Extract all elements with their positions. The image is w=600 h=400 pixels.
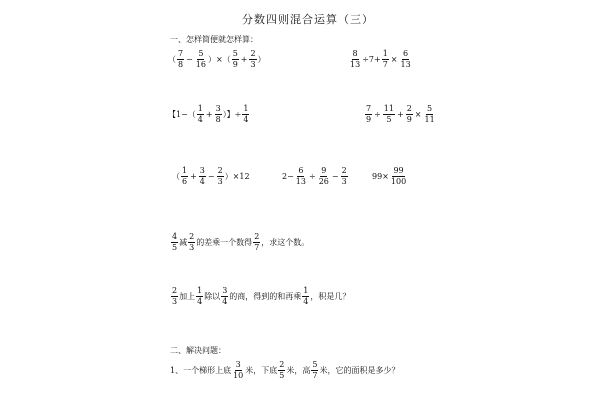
fraction: [197, 105, 204, 125]
fraction: [171, 233, 178, 253]
lead-term: 99×: [372, 171, 389, 181]
fraction: [406, 105, 413, 125]
operator: ×: [390, 54, 398, 64]
fraction: [195, 50, 207, 70]
numerator: 2: [171, 287, 178, 297]
bracket: ）】÷: [222, 109, 242, 119]
denominator: 10: [233, 371, 244, 381]
problem-3: [168, 105, 250, 125]
text: 的差乘一个数得: [196, 237, 253, 247]
denominator: 5: [279, 371, 285, 381]
numerator: 1: [382, 50, 389, 60]
text: 米，高: [286, 365, 311, 375]
numerator: 5: [232, 50, 239, 60]
page-title: 分数四则混合运算（三）: [242, 13, 374, 26]
problem-5: [172, 167, 250, 187]
numerator: 8: [352, 50, 359, 60]
operator: +: [190, 171, 197, 181]
denominator: 3: [250, 60, 256, 70]
lead-term: 2−: [282, 171, 294, 181]
operator: ）×（: [207, 54, 231, 64]
fraction: [318, 167, 330, 187]
denominator: 26: [318, 177, 329, 187]
numerator: 2: [188, 233, 195, 243]
numerator: 2: [249, 50, 256, 60]
denominator: 6: [182, 177, 188, 187]
problem-6: [282, 167, 349, 187]
problem-1: [168, 50, 266, 70]
fraction: [217, 167, 224, 187]
numerator: 9: [320, 167, 327, 177]
denominator: 9: [406, 115, 412, 125]
denominator: 8: [215, 115, 221, 125]
fraction: [232, 50, 239, 70]
denominator: 3: [172, 297, 178, 307]
numerator: 1: [196, 287, 203, 297]
operator: +: [240, 54, 248, 64]
operator: ×: [414, 109, 422, 119]
paren: （: [172, 171, 180, 181]
fraction: [383, 105, 395, 125]
denominator: 16: [195, 60, 206, 70]
text: 米，下底: [245, 365, 278, 375]
numerator: 1: [197, 105, 204, 115]
fraction: [181, 167, 188, 187]
numerator: 1: [181, 167, 188, 177]
text: 1、一个梯形上底: [170, 365, 232, 375]
operator: ÷: [308, 171, 316, 181]
text: 加上: [179, 291, 196, 301]
fraction: [341, 167, 348, 187]
denominator: 13: [295, 177, 306, 187]
denominator: 13: [400, 60, 411, 70]
text: 减: [179, 237, 188, 247]
fraction: [232, 361, 244, 381]
fraction: [295, 167, 307, 187]
word-problem-1: [170, 233, 309, 253]
fraction: [278, 361, 285, 381]
operator: ÷: [374, 109, 381, 119]
denominator: 4: [199, 177, 205, 187]
operator: −: [186, 54, 193, 64]
numerator: 6: [297, 167, 304, 177]
denominator: 4: [243, 115, 249, 125]
denominator: 3: [341, 177, 347, 187]
fraction: [199, 167, 206, 187]
numerator: 2: [253, 233, 260, 243]
operator: +: [205, 109, 213, 119]
fraction: [253, 233, 260, 253]
numerator: 5: [426, 105, 433, 115]
denominator: 3: [189, 243, 195, 253]
denominator: 9: [366, 115, 372, 125]
numerator: 4: [171, 233, 178, 243]
fraction: [311, 361, 318, 381]
operator: −: [207, 171, 215, 181]
denominator: 7: [312, 371, 318, 381]
denominator: 9: [232, 60, 238, 70]
problem-4: [364, 105, 437, 125]
numerator: 7: [177, 50, 184, 60]
fraction: [188, 233, 195, 253]
bracket: 【1−（: [168, 109, 196, 119]
numerator: 2: [217, 167, 224, 177]
denominator: 4: [222, 297, 228, 307]
denominator: 5: [172, 243, 178, 253]
paren: ）: [257, 54, 266, 64]
problem-7: [372, 167, 408, 187]
fraction: [365, 105, 372, 125]
word-problem-2: [170, 287, 350, 307]
text: ，求这个数。: [261, 237, 310, 247]
denominator: 100: [390, 177, 407, 187]
fraction: [249, 50, 256, 70]
numerator: 2: [406, 105, 413, 115]
operator: +: [396, 109, 404, 119]
denominator: 11: [424, 115, 435, 125]
numerator: 11: [383, 105, 395, 115]
fraction: [349, 50, 361, 70]
denominator: 5: [386, 115, 392, 125]
numerator: 99: [392, 167, 404, 177]
question-1: [170, 361, 399, 381]
denominator: 4: [303, 297, 309, 307]
paren: （: [168, 54, 176, 64]
text: 的商，得到的和再乘: [229, 291, 302, 301]
fraction: [423, 105, 435, 125]
denominator: 8: [178, 60, 184, 70]
denominator: 13: [350, 60, 361, 70]
problem-2: [348, 50, 413, 70]
fraction: [196, 287, 203, 307]
fraction: [382, 50, 389, 70]
numerator: 3: [221, 287, 228, 297]
denominator: 7: [254, 243, 260, 253]
denominator: 3: [217, 177, 223, 187]
text: 除以: [204, 291, 221, 301]
numerator: 3: [235, 361, 242, 371]
fraction: [171, 287, 178, 307]
numerator: 5: [197, 50, 204, 60]
numerator: 7: [365, 105, 372, 115]
fraction: [399, 50, 411, 70]
fraction: [215, 105, 222, 125]
numerator: 5: [311, 361, 318, 371]
numerator: 2: [341, 167, 348, 177]
section-2-heading: 二、解决问题：: [170, 346, 226, 355]
fraction: [221, 287, 228, 307]
fraction: [242, 105, 249, 125]
denominator: 7: [382, 60, 388, 70]
numerator: 6: [402, 50, 409, 60]
numerator: 1: [242, 105, 249, 115]
text: 米，它的面积是多少？: [319, 365, 400, 375]
numerator: 1: [302, 287, 309, 297]
operator: ）×12: [224, 171, 250, 181]
numerator: 3: [215, 105, 222, 115]
fraction: [302, 287, 309, 307]
fraction: [390, 167, 407, 187]
operator: −: [331, 171, 339, 181]
fraction: [177, 50, 184, 70]
denominator: 4: [197, 297, 203, 307]
numerator: 2: [278, 361, 285, 371]
operator: ÷7+: [362, 54, 381, 64]
text: ，积是几？: [310, 291, 351, 301]
section-1-heading: 一、怎样简便就怎样算：: [170, 35, 258, 44]
denominator: 4: [197, 115, 203, 125]
numerator: 3: [199, 167, 206, 177]
